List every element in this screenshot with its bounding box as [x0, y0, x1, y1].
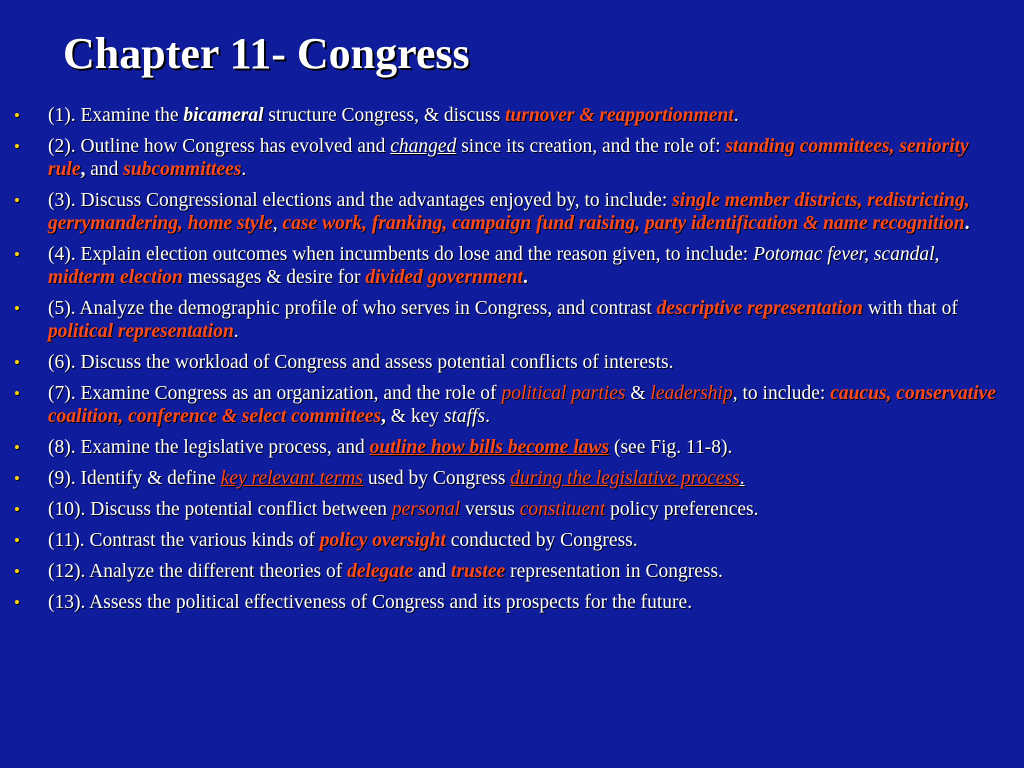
objective-text: (11). Contrast the various kinds of [48, 530, 320, 551]
objective-text: and [413, 561, 452, 582]
highlighted-text: political representation [48, 321, 234, 342]
highlighted-text: personal [391, 499, 461, 520]
objective-text: & key [385, 406, 444, 427]
highlighted-text: political parties [501, 383, 626, 404]
bullet-icon: • [14, 593, 20, 612]
objective-text: (see Fig. 11-8). [609, 437, 733, 458]
highlighted-text: leadership [650, 383, 733, 404]
objective-text: representation in Congress. [505, 561, 723, 582]
objective-text: (3). Discuss Congressional elections and the advantages enjoyed by, to include: [48, 190, 673, 211]
highlighted-text: changed [390, 136, 457, 157]
objective-item [14, 135, 999, 181]
objective-item [14, 591, 999, 614]
objective-text: messages & desire for [182, 267, 366, 288]
highlighted-text: bicameral [183, 105, 264, 126]
bullet-icon: • [14, 438, 20, 457]
objective-item [14, 189, 999, 235]
bullet-icon: • [14, 562, 20, 581]
highlighted-text: case work, franking, campaign fund raising, party identification & name recognition [282, 213, 965, 234]
bullet-icon: • [14, 191, 20, 210]
objective-text: since its creation, and the role of: [456, 136, 726, 157]
objective-text: . [241, 159, 247, 180]
highlighted-text: . [522, 267, 528, 288]
highlighted-text: delegate [347, 561, 414, 582]
objective-item [14, 560, 999, 583]
bullet-icon: • [14, 137, 20, 156]
objective-text: used by Congress [362, 468, 511, 489]
highlighted-text: turnover & reapportionment [505, 105, 734, 126]
highlighted-text: standing committees, seniority rule [48, 136, 969, 180]
objective-text: . [485, 406, 490, 427]
objective-text: . [233, 321, 239, 342]
highlighted-text: outline how bills become laws [369, 437, 610, 458]
highlighted-text: subcommittees [123, 159, 242, 180]
bullet-icon: • [14, 299, 20, 318]
objectives-list [14, 104, 999, 622]
bullet-icon: • [14, 106, 20, 125]
objective-text: conducted by Congress. [445, 530, 638, 551]
highlighted-text: descriptive representation [656, 298, 864, 319]
highlighted-text: Potomac fever, scandal, [753, 244, 940, 265]
objective-item [14, 104, 999, 127]
highlighted-text: . [964, 213, 970, 234]
highlighted-text: caucus, conservative coalition, conference & select committees [48, 383, 996, 427]
highlighted-text: key relevant terms [220, 468, 363, 489]
objective-text: (6). Discuss the workload of Congress and assess potential conflicts of interests. [48, 352, 674, 373]
highlighted-text: trustee [451, 561, 506, 582]
bullet-icon: • [14, 500, 20, 519]
slide-title: Chapter 11- Congress [63, 29, 470, 78]
objective-text: and [85, 159, 124, 180]
bullet-icon: • [14, 245, 20, 264]
highlighted-text: divided government [365, 267, 523, 288]
objective-text: & [625, 383, 651, 404]
objective-text: , to include: [732, 383, 831, 404]
objective-item [14, 243, 999, 289]
objective-item [14, 436, 999, 459]
objective-item [14, 351, 999, 374]
highlighted-text: during the legislative process [510, 468, 740, 489]
highlighted-text: constituent [519, 499, 606, 520]
highlighted-text: , [80, 159, 86, 180]
highlighted-text: midterm election [48, 267, 183, 288]
highlighted-text: staffs [443, 406, 486, 427]
objective-text: versus [460, 499, 520, 520]
highlighted-text: . [739, 468, 745, 489]
objective-text: . [733, 105, 739, 126]
bullet-icon: • [14, 531, 20, 550]
objective-text: (12). Analyze the different theories of [48, 561, 348, 582]
objective-item [14, 382, 999, 428]
objective-text: (5). Analyze the demographic profile of who serves in Congress, and contrast [48, 298, 657, 319]
objective-text: (7). Examine Congress as an organization, and the role of [48, 383, 502, 404]
objective-text: with that of [863, 298, 958, 319]
bullet-icon: • [14, 353, 20, 372]
objective-text: (9). Identify & define [48, 468, 221, 489]
bullet-icon: • [14, 384, 20, 403]
objective-text: (1). Examine the [48, 105, 184, 126]
highlighted-text: , [272, 213, 283, 234]
highlighted-text: policy oversight [319, 530, 446, 551]
objective-text: (8). Examine the legislative process, and [48, 437, 370, 458]
objective-item [14, 297, 999, 343]
objective-text: (4). Explain election outcomes when incumbents do lose and the reason given, to include: [48, 244, 754, 265]
objective-item [14, 467, 999, 490]
objective-text: policy preferences. [605, 499, 759, 520]
highlighted-text: , [381, 406, 386, 427]
bullet-icon: • [14, 469, 20, 488]
objective-text: (2). Outline how Congress has evolved and [48, 136, 391, 157]
objective-item [14, 498, 999, 521]
objective-text: (13). Assess the political effectiveness of Congress and its prospects for the future. [48, 592, 693, 613]
highlighted-text: single member districts, redistricting, gerrymandering, home style [48, 190, 970, 234]
objective-item [14, 529, 999, 552]
objective-text: structure Congress, & discuss [263, 105, 506, 126]
objective-text: (10). Discuss the potential conflict between [48, 499, 392, 520]
